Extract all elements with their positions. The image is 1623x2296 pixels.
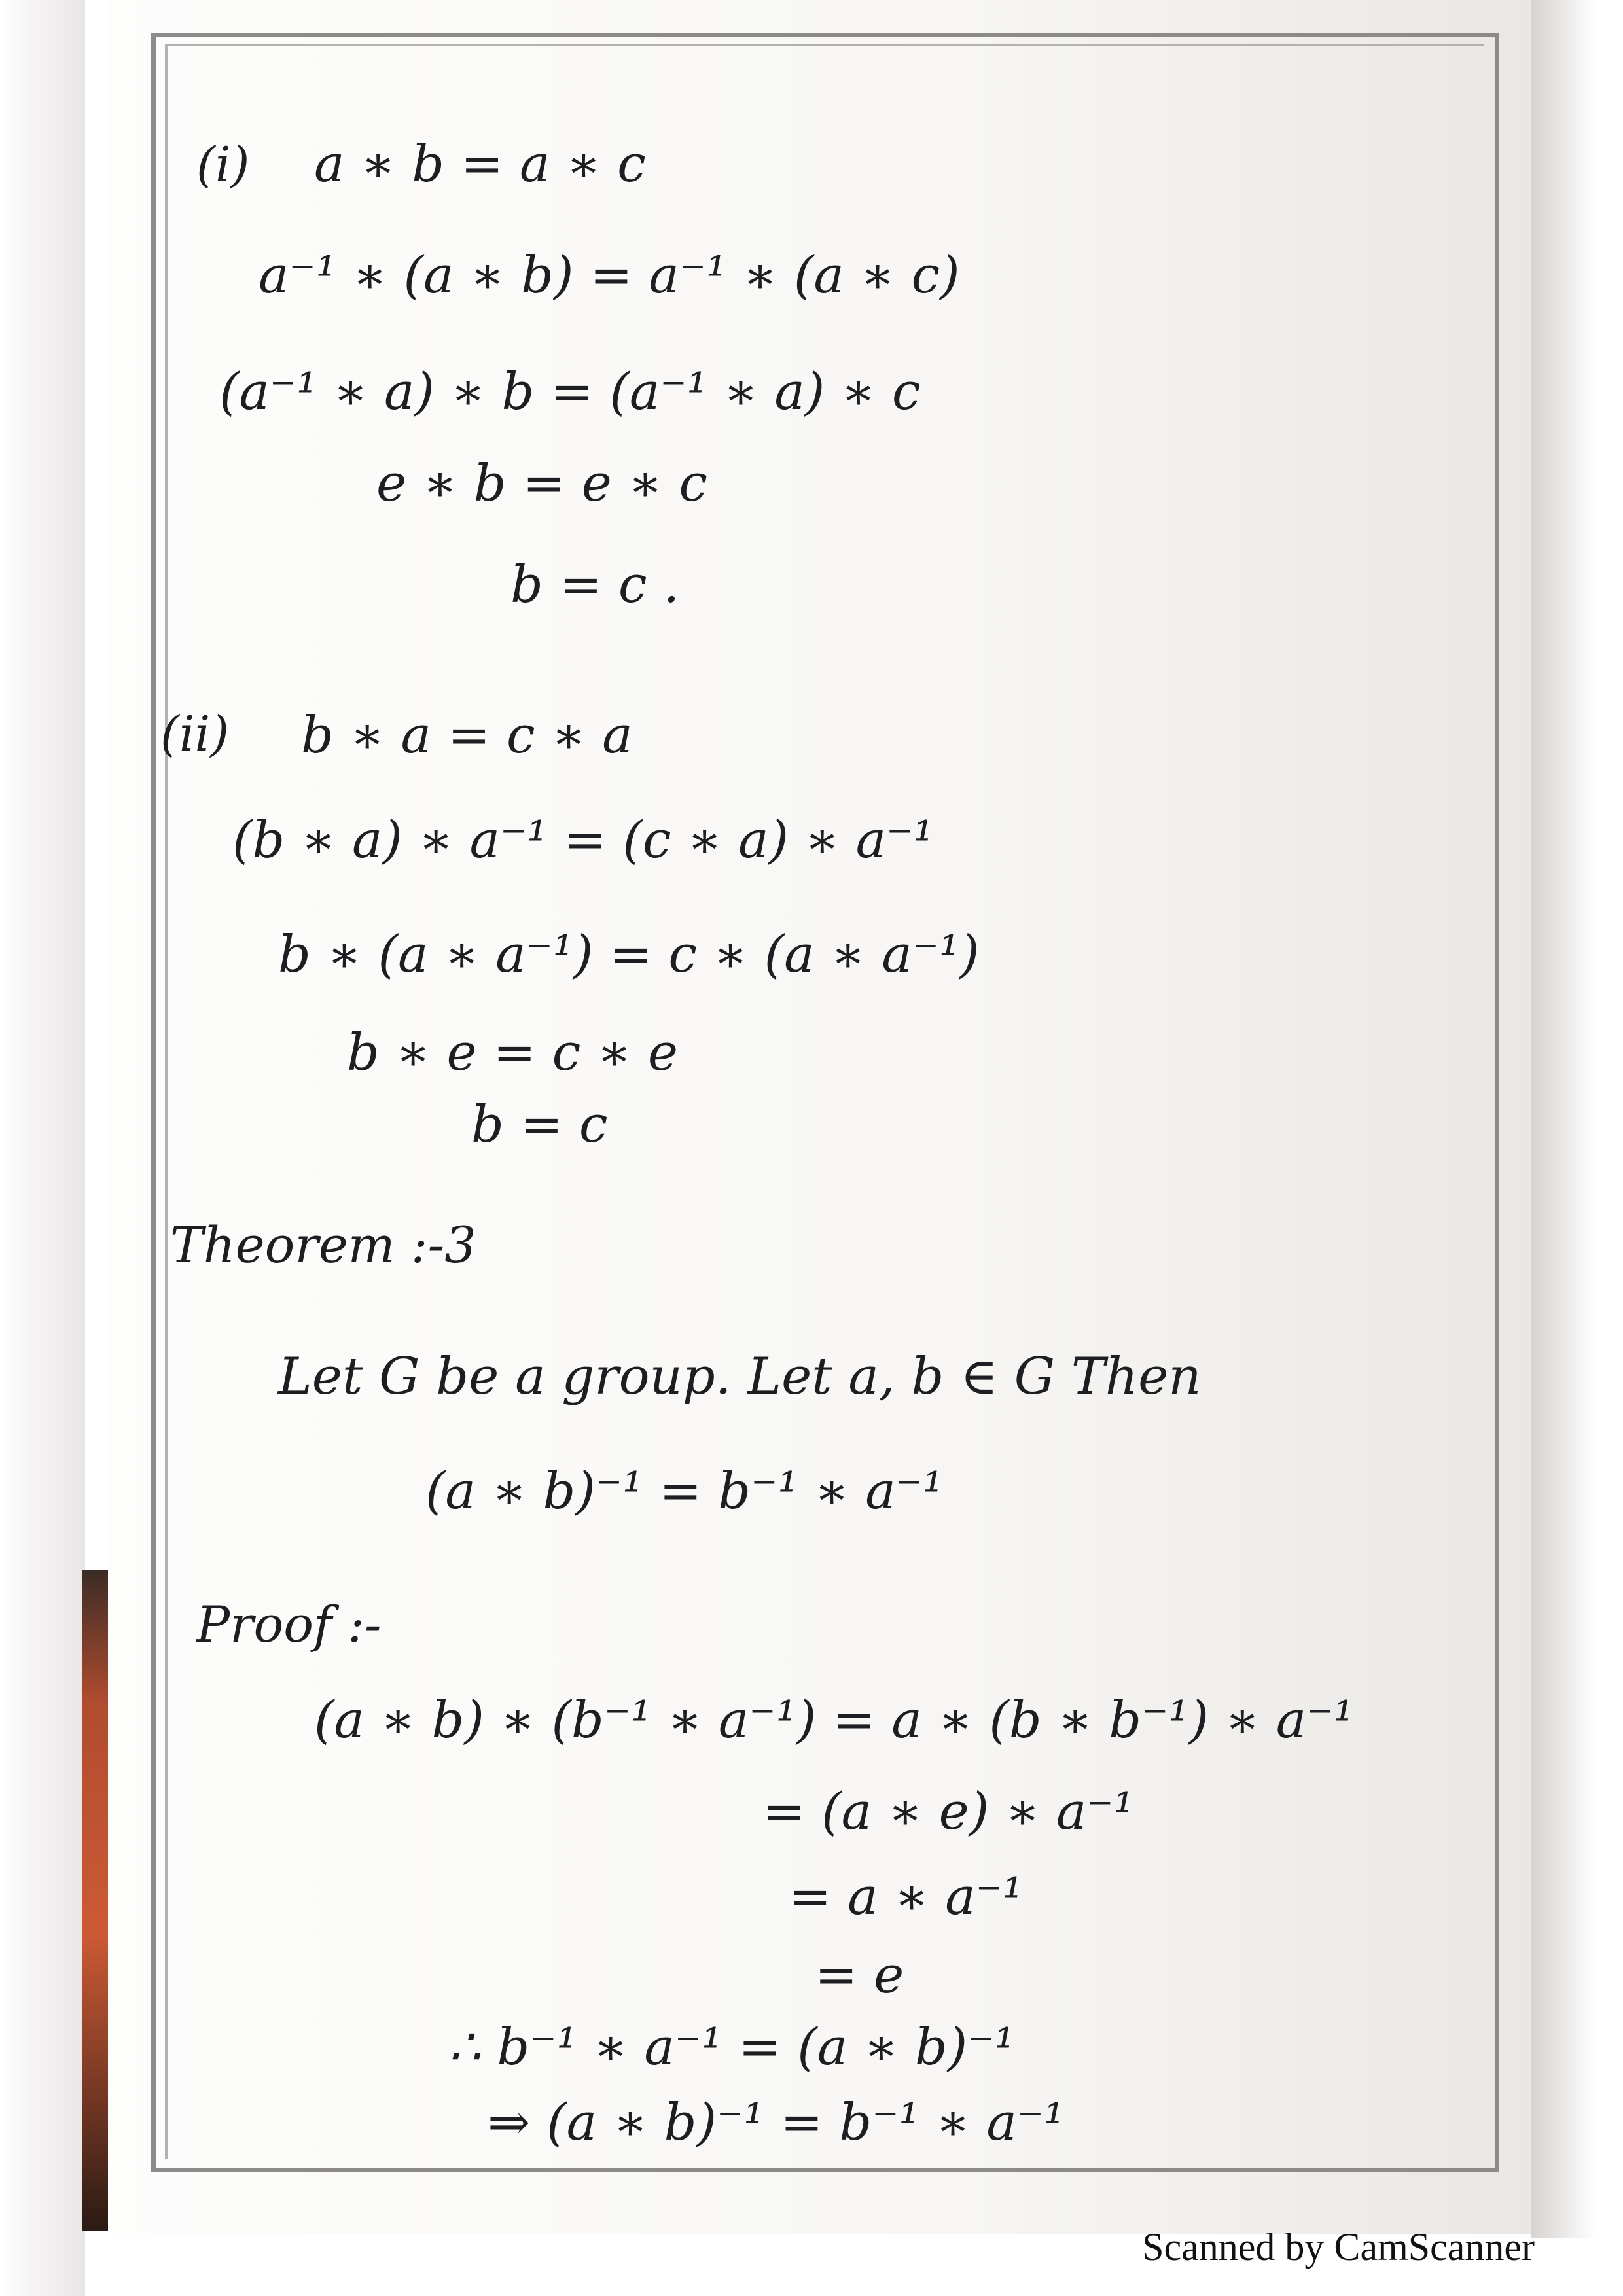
part-i-line-3: (a⁻¹ ∗ a) ∗ b = (a⁻¹ ∗ a) ∗ c [219, 362, 921, 421]
part-i-line-1: a ∗ b = a ∗ c [314, 135, 646, 194]
part-ii-line-5: b = c [471, 1095, 608, 1154]
theorem-formula: (a ∗ b)⁻¹ = b⁻¹ ∗ a⁻¹ [425, 1462, 944, 1521]
scanner-watermark: Scanned by CamScanner [1142, 2225, 1535, 2269]
part-i-line-4: e ∗ b = e ∗ c [376, 454, 708, 513]
proof-line-5: ∴ b⁻¹ ∗ a⁻¹ = (a ∗ b)⁻¹ [448, 2018, 1015, 2077]
theorem-heading: Theorem :-3 [170, 1216, 476, 1274]
proof-line-4: = e [815, 1946, 904, 2005]
proof-heading: Proof :- [196, 1595, 382, 1653]
proof-line-1: (a ∗ b) ∗ (b⁻¹ ∗ a⁻¹) = a ∗ (b ∗ b⁻¹) ∗ a⁻¹ [314, 1691, 1354, 1750]
page-left-margin [0, 0, 85, 2296]
part-i-line-2: a⁻¹ ∗ (a ∗ b) = a⁻¹ ∗ (a ∗ c) [259, 246, 960, 305]
proof-line-3: = a ∗ a⁻¹ [789, 1867, 1024, 1926]
binding-strip [82, 1570, 108, 2231]
part-i-label: (i) [196, 137, 250, 193]
page-right-shadow [1531, 0, 1623, 2238]
part-ii-line-1: b ∗ a = c ∗ a [301, 706, 633, 765]
part-ii-line-3: b ∗ (a ∗ a⁻¹) = c ∗ (a ∗ a⁻¹) [278, 925, 980, 984]
part-ii-line-4: b ∗ e = c ∗ e [347, 1023, 679, 1082]
page-border-inner [165, 44, 1484, 2159]
part-ii-label: (ii) [160, 706, 230, 762]
proof-line-2: = (a ∗ e) ∗ a⁻¹ [762, 1782, 1134, 1841]
part-ii-line-2: (b ∗ a) ∗ a⁻¹ = (c ∗ a) ∗ a⁻¹ [232, 811, 934, 870]
proof-line-6: ⇒ (a ∗ b)⁻¹ = b⁻¹ ∗ a⁻¹ [488, 2093, 1065, 2152]
theorem-statement: Let G be a group. Let a, b ∈ G Then [278, 1347, 1202, 1406]
part-i-line-5: b = c . [510, 556, 680, 614]
